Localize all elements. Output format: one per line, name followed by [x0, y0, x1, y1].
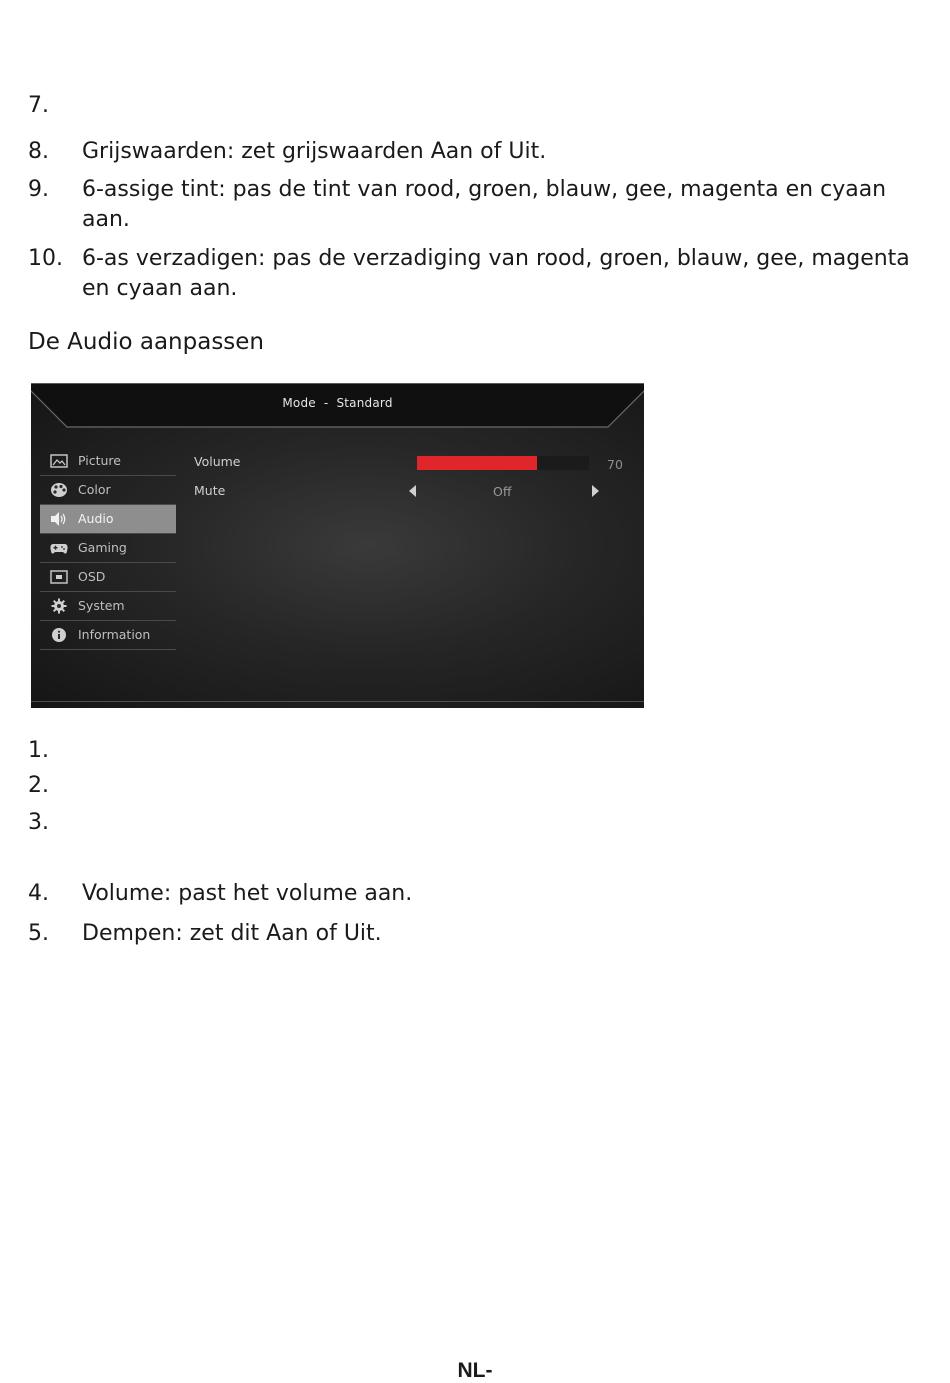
osd-volume-fill [417, 456, 537, 470]
osd-menu-item-osd[interactable] [40, 563, 176, 592]
gamepad-icon [50, 540, 68, 556]
osd-menu-label: Color [78, 482, 111, 497]
list-number: 1. [28, 738, 49, 763]
osd-menu-label: Information [78, 627, 151, 642]
osd-icon [50, 569, 68, 585]
list-number: 4. [28, 881, 49, 906]
info-icon [50, 627, 68, 643]
picture-icon [50, 453, 68, 469]
list-number: 9. [28, 177, 49, 202]
osd-mute-value: Off [493, 484, 512, 499]
list-text: 6-assige tint: pas de tint van rood, groen, blauw, gee, magenta en cyaan aan. [82, 177, 887, 232]
list-number: 5. [28, 921, 49, 946]
list-number: 10. [28, 246, 63, 271]
osd-mute-label: Mute [194, 483, 226, 498]
osd-menu-item-color[interactable] [40, 476, 176, 505]
gear-icon [50, 598, 68, 614]
osd-menu-label: System [78, 598, 125, 613]
list-text: Volume: past het volume aan. [82, 881, 413, 906]
list-number: 7. [28, 93, 49, 118]
arrow-left-icon[interactable] [409, 485, 416, 497]
list-number: 2. [28, 773, 49, 798]
list-number: 3. [28, 810, 49, 835]
osd-menu-label: Audio [78, 511, 114, 526]
osd-volume-value: 70 [607, 457, 623, 472]
list-number: 8. [28, 139, 49, 164]
osd-menu-item-picture[interactable] [40, 447, 176, 476]
osd-menu [40, 447, 176, 650]
section-heading: De Audio aanpassen [28, 329, 265, 355]
osd-menu-item-audio[interactable] [40, 505, 176, 534]
list-text: Dempen: zet dit Aan of Uit. [82, 921, 382, 946]
list-text: Grijswaarden: zet grijswaarden Aan of Uit. [82, 139, 547, 164]
osd-menu-label: OSD [78, 569, 106, 584]
osd-menu-item-information[interactable] [40, 621, 176, 650]
osd-screenshot [31, 383, 644, 708]
osd-header-bevel [31, 383, 644, 443]
osd-menu-item-system[interactable] [40, 592, 176, 621]
osd-menu-label: Gaming [78, 540, 127, 555]
osd-mode-title: Mode - Standard [282, 396, 393, 410]
palette-icon [50, 482, 68, 498]
osd-bottom-divider [31, 701, 644, 702]
arrow-right-icon[interactable] [592, 485, 599, 497]
osd-volume-label: Volume [194, 454, 241, 469]
page-footer: NL- [457, 1359, 493, 1382]
osd-menu-label: Picture [78, 453, 121, 468]
speaker-icon [50, 511, 68, 527]
osd-menu-item-gaming[interactable] [40, 534, 176, 563]
list-text: 6-as verzadigen: pas de verzadiging van rood, groen, blauw, gee, magenta en cyaan aan. [82, 246, 910, 301]
osd-volume-slider[interactable] [417, 456, 589, 470]
